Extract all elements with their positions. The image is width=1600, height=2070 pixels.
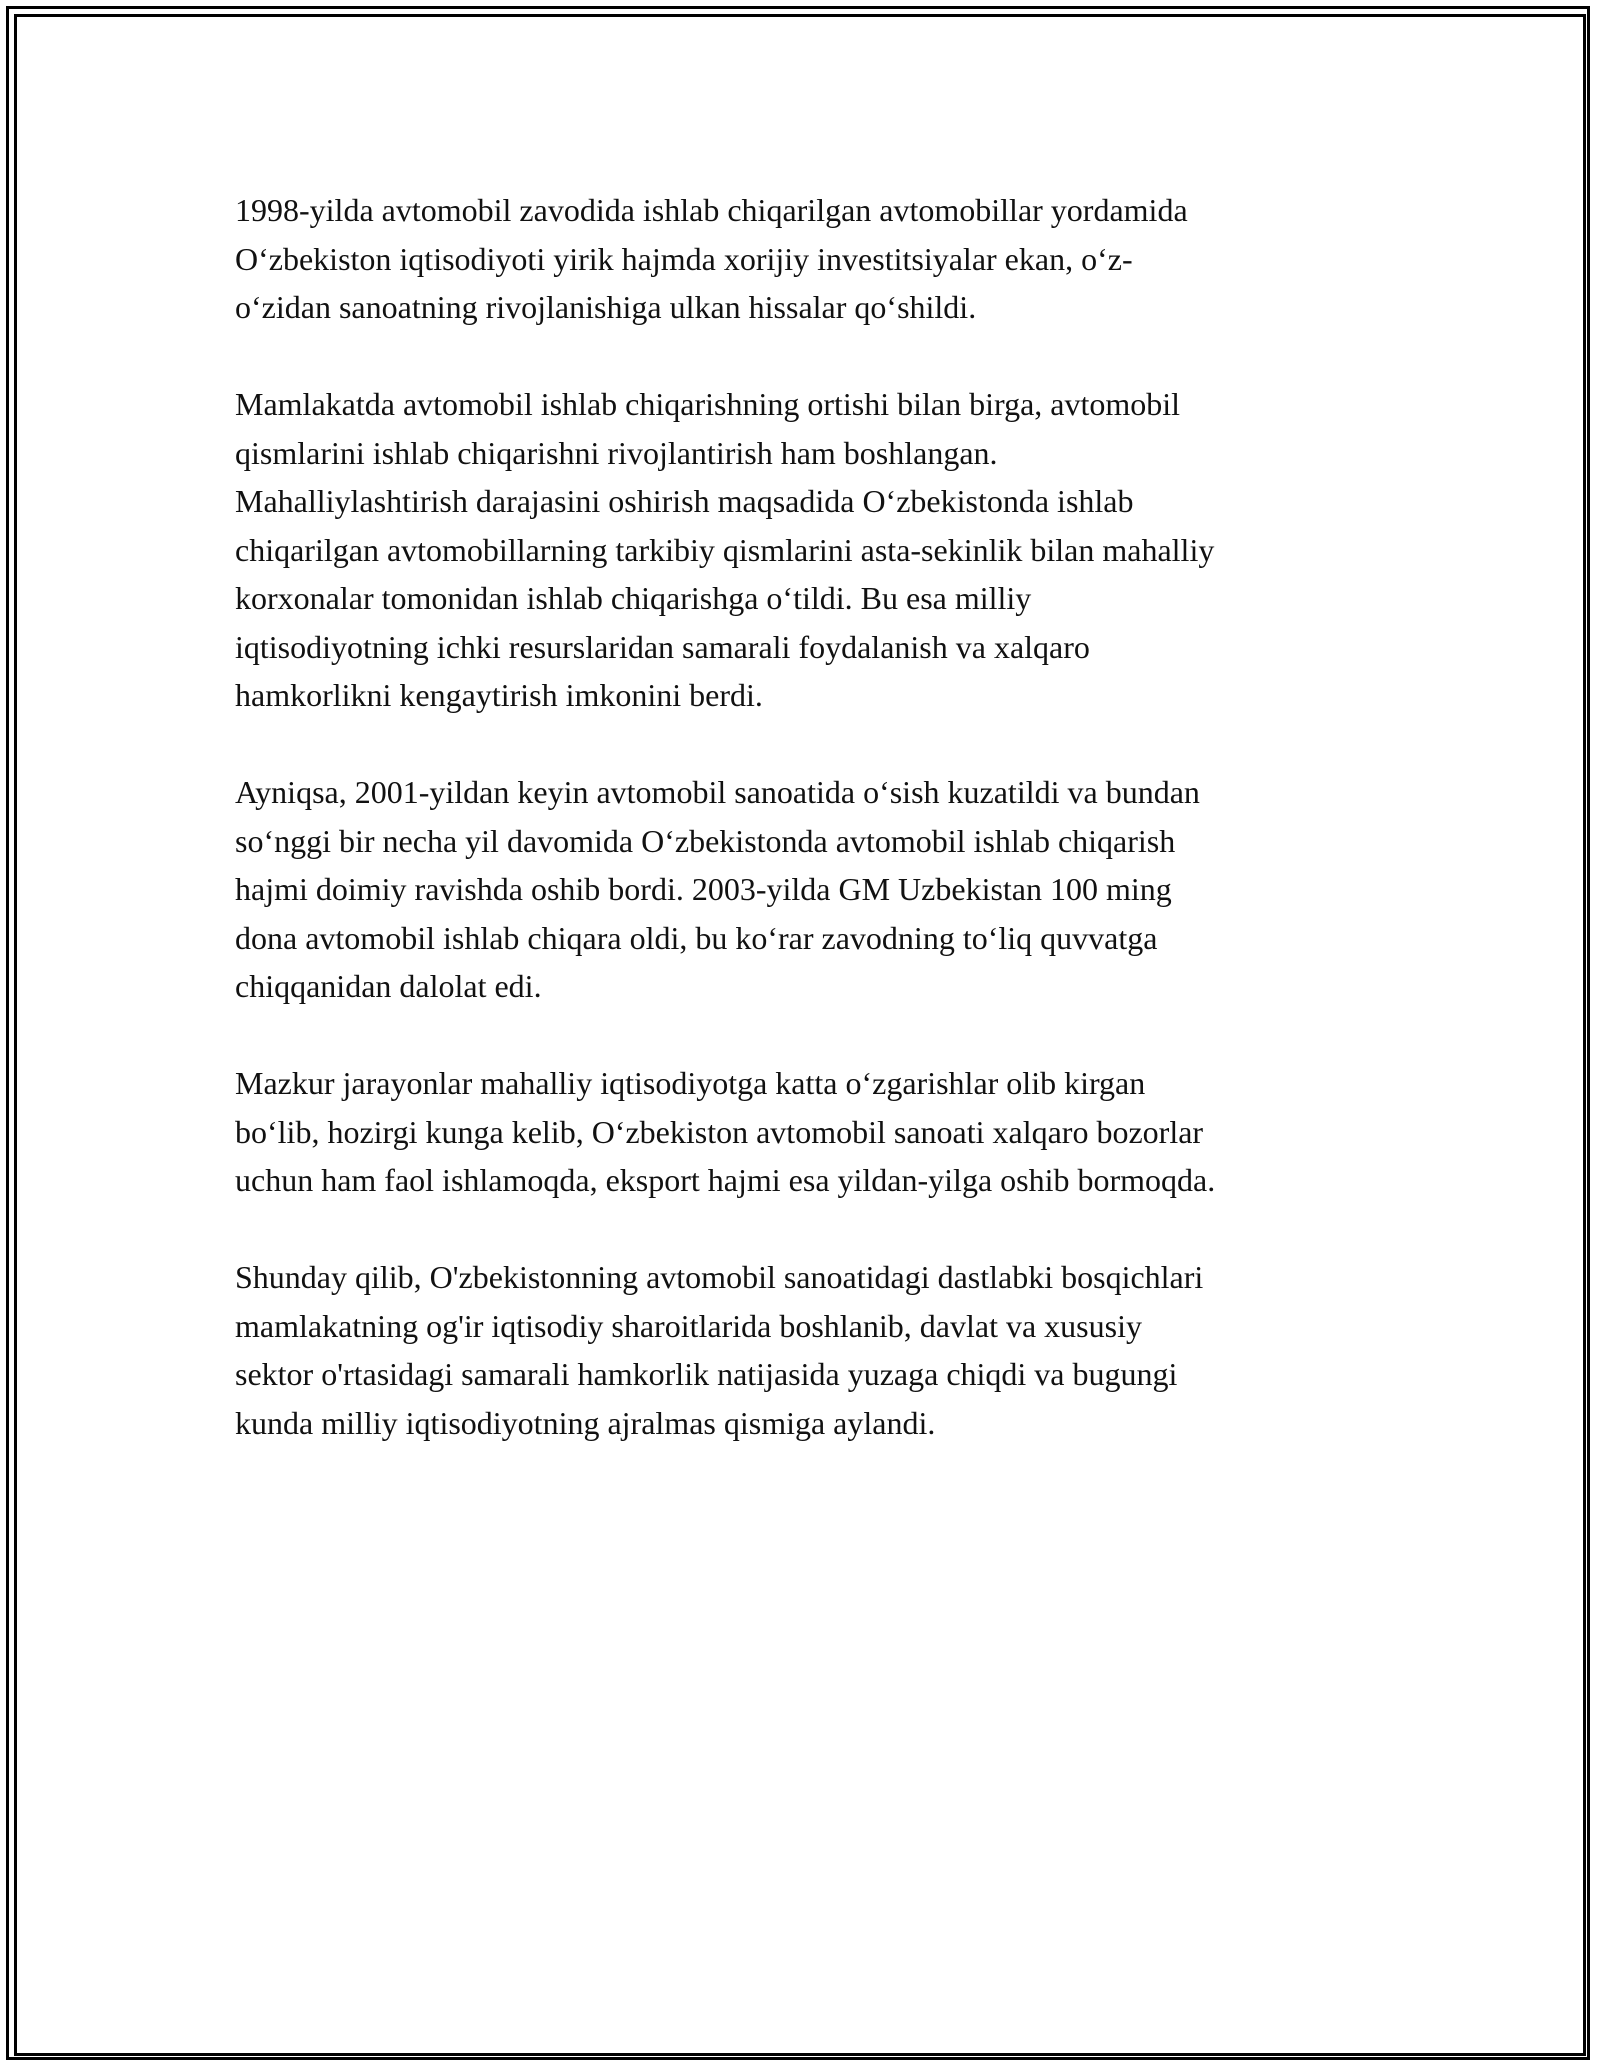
text-line: dona avtomobil ishlab chiqara oldi, bu ko‘rar zavodning to‘liq quvvatga	[235, 919, 1158, 956]
paragraph-4	[235, 1059, 1375, 1205]
text-line: o‘zidan sanoatning rivojlanishiga ulkan hissalar qo‘shildi.	[235, 289, 977, 325]
text-line: 1998-yilda avtomobil zavodida ishlab chiqarilgan avtomobillar yordamida	[235, 192, 1188, 228]
text-line: Mahalliylashtirish darajasini oshirish maqsadida O‘zbekistonda ishlab	[235, 483, 1134, 519]
document-body	[235, 186, 1375, 1496]
text-line: qismlarini ishlab chiqarishni rivojlantirish ham boshlangan.	[235, 434, 998, 471]
text-line: hamkorlikni kengaytirish imkonini berdi.	[235, 677, 763, 713]
text-line: iqtisodiyotning ichki resurslaridan samarali foydalanish va xalqaro	[235, 628, 1090, 665]
text-line: so‘nggi bir necha yil davomida O‘zbekistonda avtomobil ishlab chiqarish	[235, 822, 1176, 859]
text-line: bo‘lib, hozirgi kunga kelib, O‘zbekiston avtomobil sanoati xalqaro bozorlar	[235, 1113, 1204, 1150]
text-line: Mamlakatda avtomobil ishlab chiqarishning ortishi bilan birga, avtomobil	[235, 386, 1181, 422]
text-line: Shunday qilib, O'zbekistonning avtomobil sanoatidagi dastlabki bosqichlari	[235, 1259, 1204, 1295]
text-line: uchun ham faol ishlamoqda, eksport hajmi esa yildan-yilga oshib bormoqda.	[235, 1162, 1216, 1198]
paragraph-5	[235, 1253, 1375, 1447]
text-line: kunda milliy iqtisodiyotning ajralmas qismiga aylandi.	[235, 1404, 936, 1441]
text-line: korxonalar tomonidan ishlab chiqarishga o‘tildi. Bu esa milliy	[235, 580, 1032, 616]
text-line: chiqarilgan avtomobillarning tarkibiy qismlarini asta-sekinlik bilan mahalliy	[235, 531, 1215, 568]
text-line: hajmi doimiy ravishda oshib bordi. 2003-yilda GM Uzbekistan 100 ming	[235, 871, 1172, 907]
text-line: chiqqanidan dalolat edi.	[235, 968, 542, 1004]
text-line: Mazkur jarayonlar mahalliy iqtisodiyotga katta o‘zgarishlar olib kirgan	[235, 1065, 1146, 1101]
paragraph-1	[235, 186, 1375, 332]
text-line: sektor o'rtasidagi samarali hamkorlik natijasida yuzaga chiqdi va bugungi	[235, 1356, 1178, 1392]
text-line: O‘zbekiston iqtisodiyoti yirik hajmda xorijiy investitsiyalar ekan, o‘z-	[235, 240, 1133, 277]
paragraph-3	[235, 768, 1375, 1011]
text-line: Ayniqsa, 2001-yildan keyin avtomobil sanoatida o‘sish kuzatildi va bundan	[235, 774, 1200, 810]
text-line: mamlakatning og'ir iqtisodiy sharoitlarida boshlanib, davlat va xususiy	[235, 1307, 1142, 1344]
paragraph-2	[235, 380, 1375, 720]
